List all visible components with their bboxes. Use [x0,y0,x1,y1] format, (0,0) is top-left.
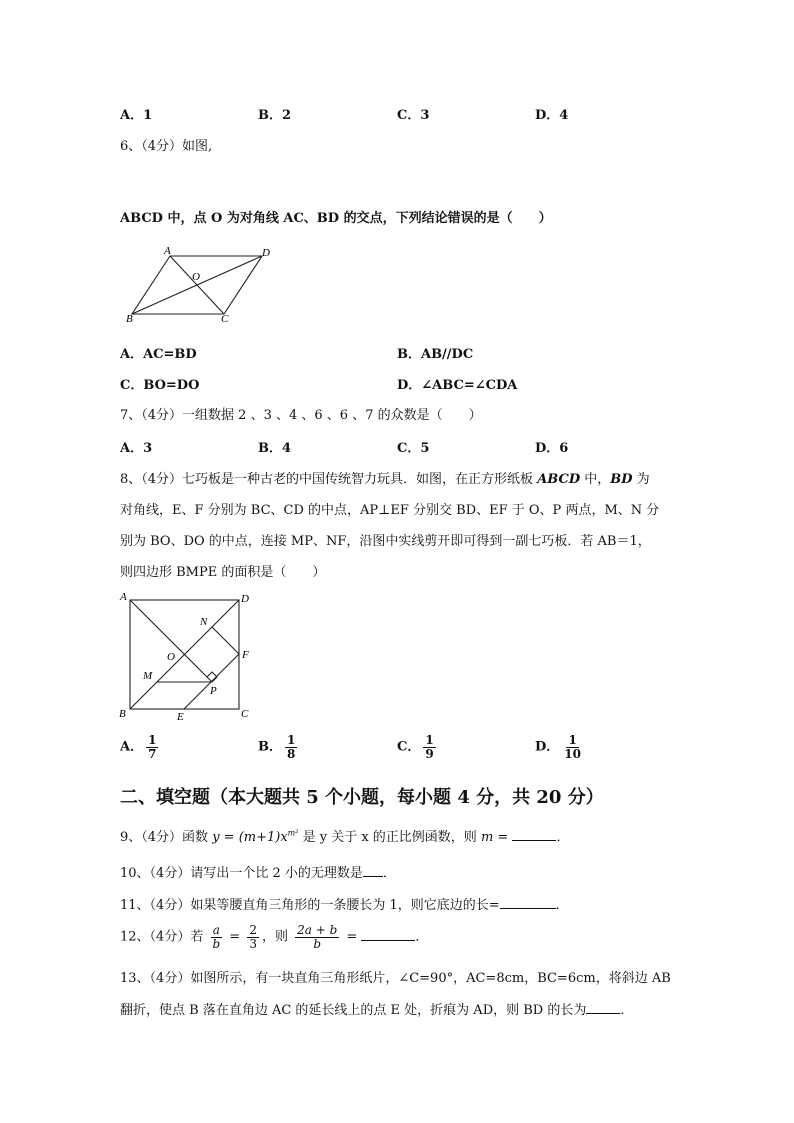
q6-label-d: D [262,247,270,259]
q6-label-b: B [126,313,133,325]
q5-option-a: A．1 [120,108,153,123]
q8-option-a: A． $\frac{1}{7}$ [120,733,157,761]
q13-line-2: 翻折，使点 B 落在直角边 AC 的延长线上的点 E 处，折痕为 AD，则 BD 的长为 ． [120,1003,634,1018]
q6-option-d: D．∠ABC=∠CDA [397,378,518,393]
q6-number: 6、（4分）如图, [120,139,213,154]
q8-label-p: P [210,685,217,697]
q10: 10、（4分）请写出一个比 2 小的无理数是 ． [120,866,396,881]
q8-option-d: D． $\frac{1}{10}$ [535,733,581,761]
q8-label-f: F [242,649,249,661]
q9: 9、（4分）函数 $y = (m+1)x^{m^2}$ 是 y 关于 x 的正比例函数，则 m = ． [120,828,570,845]
q7-stem: 7、（4分）一组数据 2 、3 、4 、6 、6 、7 的众数是（ ） [120,408,482,423]
q11: 11、（4分）如果等腰直角三角形的一条腰长为 1，则它底边的长= ． [120,898,569,913]
q8-label-d: D [241,593,249,605]
q6-label-c: C [221,313,229,325]
q6-option-a: A．AC=BD [120,347,197,362]
q8-line-1: 8、（4分）七巧板是一种古老的中国传统智力玩具．如图，在正方形纸板 ABCD 中，BD 为 [120,472,650,487]
q6-label-a: A [164,245,171,257]
q6-parallelogram-figure [120,240,280,330]
q11-answer-blank[interactable] [500,896,556,909]
q8-label-n: N [200,616,208,628]
q8-option-b: B． $\frac{1}{8}$ [258,733,296,761]
q5-option-b: B．2 [258,108,292,123]
q6-option-c: C．BO=DO [120,378,200,393]
q8-label-c: C [241,708,249,720]
q7-option-d: D．6 [535,441,569,456]
q8-label-a: A [120,591,127,603]
q8-line-nf [212,627,239,654]
q13-line-1: 13、（4分）如图所示，有一块直角三角形纸片，∠C=90°，AC=8cm，BC=6cm，将斜边 AB [120,971,671,986]
q8-label-e: E [177,711,184,723]
q8-line-2: 对角线，E、F 分别为 BC、CD 的中点，AP⊥EF 分别交 BD、EF 于 O、P 两点，M、N 分 [120,503,660,518]
q7-option-c: C．5 [397,441,430,456]
q8-tangram-figure [115,588,260,723]
q6-stem: ABCD 中，点 O 为对角线 AC、BD 的交点，下列结论错误的是（ ） [120,211,552,226]
q8-line-3: 别为 BO、DO 的中点，连接 MP、NF，沿图中实线剪开即可得到一副七巧板．若 AB＝1， [120,534,651,549]
q6-label-o: O [192,271,200,283]
q10-answer-blank[interactable] [363,864,383,877]
q5-option-c: C．3 [397,108,430,123]
q8-label-o: O [167,651,175,663]
q8-label-b: B [119,708,126,720]
q13-answer-blank[interactable] [586,1001,620,1014]
q12: 12、（4分）若 $\frac{a}{b}$ = $\frac{2}{3}$ ，则 $\frac{2a + b}{b}$ = ． [120,923,429,951]
q8-line-4: 则四边形 BMPE 的面积是（ ） [120,565,326,580]
q7-option-a: A．3 [120,441,153,456]
q5-option-d: D．4 [535,108,569,123]
q8-label-m: M [143,670,153,682]
q7-option-b: B．4 [258,441,292,456]
q6-option-b: B．AB//DC [397,347,474,362]
q8-option-c: C． $\frac{1}{9}$ [397,733,434,761]
section-2-title: 二、填空题（本大题共 5 个小题，每小题 4 分，共 20 分） [120,787,604,808]
q12-answer-blank[interactable] [361,928,415,941]
q9-answer-blank[interactable] [512,828,556,841]
